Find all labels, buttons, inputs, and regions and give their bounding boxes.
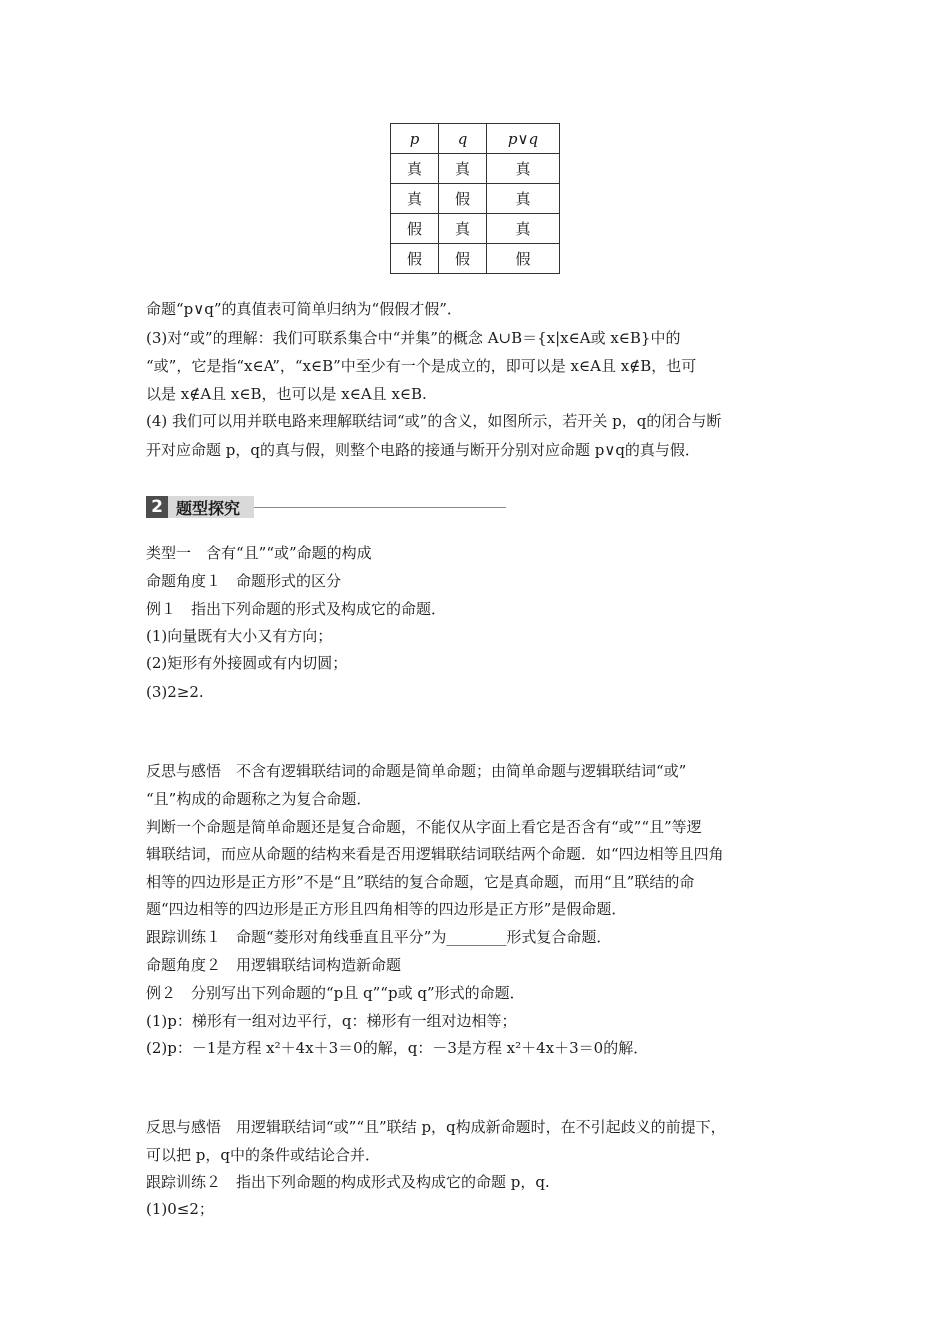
section-header [146,495,506,519]
text-line: (3)2≥2. [146,683,204,701]
text-line: “且”构成的命题称之为复合命题． [146,790,372,808]
table-cell: 真 [391,184,439,214]
text-line: 题“四边相等的四边形是正方形且四角相等的四边形是正方形”是假命题． [146,900,627,918]
table-row [391,184,560,214]
text-line: 类型一 含有“且”“或”命题的构成 [146,544,372,562]
table-cell: 真 [487,154,560,184]
text-line: 开对应命题 p，q的真与假，则整个电路的接通与断开分别对应命题 p∨q的真与假． [146,441,700,459]
table-row [391,214,560,244]
truth-table [390,123,560,274]
text-line: 例２ 分别写出下列命题的“p且 q”“p或 q”形式的命题． [146,984,525,1002]
section-title: 题型探究 [168,496,254,518]
truth-table-header-row [391,124,560,154]
text-line: (2)矩形有外接圆或有内切圆； [146,654,348,672]
table-cell: 假 [391,214,439,244]
section-number: 2 [146,496,168,518]
table-cell: 真 [391,154,439,184]
text-line: 以是 x∉A且 x∈B，也可以是 x∈A且 x∈B. [146,385,427,403]
table-cell: 假 [391,244,439,274]
table-row [391,244,560,274]
text-line: 判断一个命题是简单命题还是复合命题，不能仅从字面上看它是否含有“或”“且”等逻 [146,818,702,836]
text-line: 辑联结词，而应从命题的结构来看是否用逻辑联结词联结两个命题．如“四边相等且四角 [146,845,724,863]
header-p: p [391,124,439,154]
text-line: (1)0≤2； [146,1200,214,1218]
section-divider [254,507,506,508]
table-cell: 真 [487,214,560,244]
text-line: 例１ 指出下列命题的形式及构成它的命题． [146,600,447,618]
text-line: “或”，它是指“x∈A”，“x∈B”中至少有一个是成立的，即可以是 x∈A且 x∉B，也可 [146,357,697,375]
text-line: 跟踪训练２ 指出下列命题的构成形式及构成它的命题 p，q. [146,1173,550,1191]
table-cell: 真 [439,154,487,184]
text-line: 命题角度１ 命题形式的区分 [146,572,342,590]
text-line: (1)向量既有大小又有方向； [146,627,333,645]
text-line: 命题“p∨q”的真值表可简单归纳为“假假才假”． [146,300,462,318]
text-line: (3)对“或”的理解：我们可联系集合中“并集”的概念 A∪B＝{x|x∈A或 x∈B}中的 [146,329,681,347]
table-row [391,154,560,184]
text-line: 可以把 p，q中的条件或结论合并． [146,1146,380,1164]
table-cell: 假 [439,184,487,214]
text-line: 反思与感悟 用逻辑联结词“或”“且”联结 p，q构成新命题时，在不引起歧义的前提下， [146,1118,726,1136]
text-line: (1)p：梯形有一组对边平行，q：梯形有一组对边相等； [146,1012,517,1030]
text-line: 跟踪训练１ 命题“菱形对角线垂直且平分”为________形式复合命题． [146,928,612,946]
header-q: q [439,124,487,154]
table-cell: 真 [487,184,560,214]
table-cell: 假 [487,244,560,274]
table-cell: 真 [439,214,487,244]
text-line: (4) 我们可以用并联电路来理解联结词“或”的含义，如图所示，若开关 p，q的闭合与断 [146,412,722,430]
text-line: 命题角度２ 用逻辑联结词构造新命题 [146,956,402,974]
text-line: 相等的四边形是正方形”不是“且”联结的复合命题，它是真命题，而用“且”联结的命 [146,873,695,891]
header-p-or-q: p∨q [487,124,560,154]
table-cell: 假 [439,244,487,274]
text-line: (2)p：－1是方程 x²＋4x＋3＝0的解，q：－3是方程 x²＋4x＋3＝0的解． [146,1039,649,1057]
text-line: 反思与感悟 不含有逻辑联结词的命题是简单命题；由简单命题与逻辑联结词“或” [146,762,687,780]
